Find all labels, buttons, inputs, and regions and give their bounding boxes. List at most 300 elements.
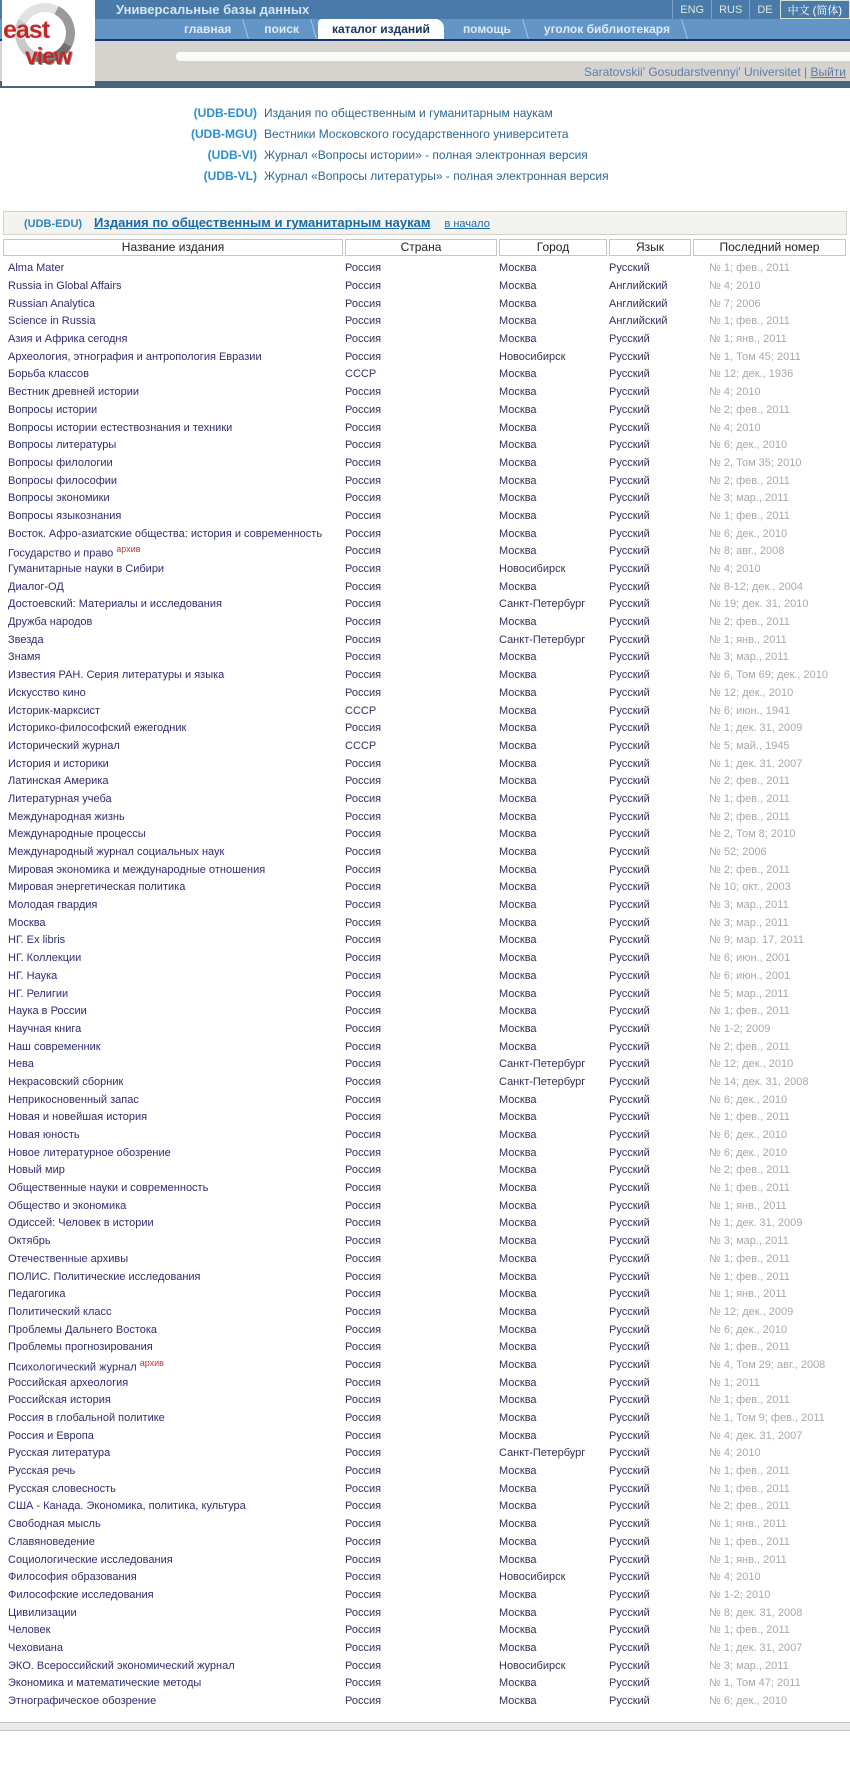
- table-row: [3, 1569, 847, 1587]
- city-cell: Москва: [499, 368, 537, 381]
- table-row: [3, 1144, 847, 1162]
- catalog-table-body: [0, 258, 850, 1710]
- journal-name-cell: [3, 1483, 343, 1496]
- country-cell: Россия: [345, 1146, 382, 1159]
- journal-link[interactable]: США - Канада. Экономика, политика, культура: [8, 1500, 246, 1513]
- table-row: [3, 773, 847, 791]
- journal-link[interactable]: Педагогика: [8, 1288, 66, 1301]
- language-option[interactable]: 中文 (简体): [780, 0, 850, 19]
- country-cell: Россия: [345, 686, 382, 699]
- journal-link[interactable]: Отечественные архивы: [8, 1252, 129, 1265]
- city-cell: Новосибирск: [499, 1571, 566, 1584]
- journal-link[interactable]: Вопросы языкознания: [8, 509, 122, 522]
- language-cell: Русский: [609, 846, 650, 859]
- city-cell: Москва: [499, 1040, 537, 1053]
- city-cell: Новосибирск: [499, 1659, 566, 1672]
- journal-name-cell: [3, 1465, 343, 1478]
- journal-link[interactable]: Исторический журнал: [8, 739, 120, 752]
- journal-link[interactable]: Новая и новейшая история: [8, 1111, 148, 1124]
- journal-name-cell: [3, 1094, 343, 1107]
- journal-name-cell: [3, 952, 343, 965]
- language-cell: Русский: [609, 1235, 650, 1248]
- journal-link[interactable]: Восток. Афро-азиатские общества: история и современность: [8, 527, 323, 540]
- country-cell: Россия: [345, 1199, 382, 1212]
- latest-issue-cell: № 4; 2010: [709, 1571, 761, 1584]
- journal-link[interactable]: Археология, этнография и антропология Евразии: [8, 350, 262, 363]
- country-cell: Россия: [345, 1252, 382, 1265]
- language-cell: Русский: [609, 757, 650, 770]
- journal-link[interactable]: Психологический журнал: [8, 1361, 137, 1374]
- journal-link[interactable]: Молодая гвардия: [8, 899, 98, 912]
- city-cell: Москва: [499, 421, 537, 434]
- journal-name-cell: [3, 722, 343, 735]
- country-cell: СССР: [345, 704, 377, 717]
- journal-name-cell: [3, 598, 343, 611]
- journal-name-cell: [3, 793, 343, 806]
- latest-issue-cell: № 4; 2010: [709, 421, 761, 434]
- nav-tab[interactable]: главная: [170, 19, 245, 39]
- journal-link[interactable]: Литературная учеба: [8, 792, 112, 805]
- language-cell: Русский: [609, 1075, 650, 1088]
- country-cell: Россия: [345, 934, 382, 947]
- table-row: [3, 1091, 847, 1109]
- country-cell: Россия: [345, 722, 382, 735]
- journal-link[interactable]: Вопросы экономики: [8, 492, 110, 505]
- city-cell: Москва: [499, 828, 537, 841]
- country-cell: Россия: [345, 792, 382, 805]
- journal-link[interactable]: Неприкосновенный запас: [8, 1093, 139, 1106]
- journal-link[interactable]: Проблемы Дальнего Востока: [8, 1323, 158, 1336]
- table-row: [3, 1233, 847, 1251]
- journal-name-cell: [3, 1660, 343, 1673]
- database-link[interactable]: [0, 166, 850, 187]
- table-row: [3, 1215, 847, 1233]
- language-cell: Русский: [609, 1022, 650, 1035]
- journal-link[interactable]: Вопросы филологии: [8, 456, 113, 469]
- journal-link[interactable]: Общество и экономика: [8, 1199, 127, 1212]
- latest-issue-cell: № 14; дек. 31, 2008: [709, 1075, 809, 1088]
- country-cell: Россия: [345, 1447, 382, 1460]
- nav-tab[interactable]: уголок библиотекаря: [530, 19, 684, 39]
- language-cell: Русский: [609, 651, 650, 664]
- country-cell: Россия: [345, 1305, 382, 1318]
- city-cell: Москва: [499, 474, 537, 487]
- journal-name-cell: [3, 1589, 343, 1602]
- language-cell: Русский: [609, 1482, 650, 1495]
- language-cell: Английский: [609, 315, 668, 328]
- country-cell: Россия: [345, 545, 382, 558]
- language-cell: Русский: [609, 350, 650, 363]
- journal-link[interactable]: НГ. Ex libris: [8, 934, 66, 947]
- latest-issue-cell: № 6; июн., 1941: [709, 704, 791, 717]
- journal-link[interactable]: Alma Mater: [8, 262, 65, 275]
- latest-issue-cell: № 3; мар., 2011: [709, 651, 789, 664]
- journal-link[interactable]: Экономика и математические методы: [8, 1677, 202, 1690]
- country-cell: Россия: [345, 456, 382, 469]
- journal-name-cell: [3, 687, 343, 700]
- city-cell: Москва: [499, 704, 537, 717]
- database-code: (UDB-VL): [203, 169, 257, 183]
- database-link[interactable]: [0, 103, 850, 124]
- city-cell: Москва: [499, 863, 537, 876]
- account-separator: |: [800, 65, 811, 79]
- latest-issue-cell: № 1; фев., 2011: [709, 1270, 790, 1283]
- journal-link[interactable]: Свободная мысль: [8, 1518, 101, 1531]
- city-cell: Москва: [499, 1677, 537, 1690]
- journal-link[interactable]: ПОЛИС. Политические исследования: [8, 1270, 201, 1283]
- language-option[interactable]: RUS: [711, 0, 749, 19]
- city-cell: Москва: [499, 792, 537, 805]
- journal-link[interactable]: История и историки: [8, 757, 109, 770]
- journal-link[interactable]: Вопросы истории естествознания и техники: [8, 421, 233, 434]
- country-cell: Россия: [345, 262, 382, 275]
- journal-link[interactable]: Новый мир: [8, 1164, 65, 1177]
- city-cell: Москва: [499, 1093, 537, 1106]
- journal-link[interactable]: Новая юность: [8, 1129, 80, 1142]
- latest-issue-cell: № 2; фев., 2011: [709, 1500, 790, 1513]
- latest-issue-cell: № 1; фев., 2011: [709, 1111, 790, 1124]
- journal-link[interactable]: Мировая экономика и международные отношения: [8, 863, 266, 876]
- logo-text-view: view: [25, 43, 71, 69]
- table-row: [3, 1463, 847, 1481]
- city-cell: Москва: [499, 527, 537, 540]
- latest-issue-cell: № 1; фев., 2011: [709, 1535, 790, 1548]
- journal-name-cell: [3, 917, 343, 930]
- journal-name-cell: [3, 262, 343, 275]
- latest-issue-cell: № 12; дек., 2009: [709, 1305, 794, 1318]
- city-cell: Москва: [499, 952, 537, 965]
- table-row: [3, 826, 847, 844]
- language-cell: Русский: [609, 1624, 650, 1637]
- country-cell: Россия: [345, 1465, 382, 1478]
- section-code: (UDB-EDU): [24, 218, 83, 230]
- language-cell: Русский: [609, 527, 650, 540]
- city-cell: Москва: [499, 492, 537, 505]
- country-cell: Россия: [345, 421, 382, 434]
- latest-issue-cell: № 2; фев., 2011: [709, 1164, 790, 1177]
- table-row: [3, 366, 847, 384]
- country-cell: Россия: [345, 1394, 382, 1407]
- journal-name-cell: [3, 1447, 343, 1460]
- journal-name-cell: [3, 1005, 343, 1018]
- journal-name-cell: [3, 1200, 343, 1213]
- journal-link[interactable]: НГ. Коллекции: [8, 952, 82, 965]
- journal-link[interactable]: Мировая энергетическая политика: [8, 881, 186, 894]
- journal-link[interactable]: Нева: [8, 1058, 34, 1071]
- journal-link[interactable]: Наш современник: [8, 1040, 101, 1053]
- city-cell: Москва: [499, 1341, 537, 1354]
- journal-name-cell: [3, 422, 343, 435]
- journal-link[interactable]: Октябрь: [8, 1235, 51, 1248]
- language-cell: Русский: [609, 1394, 650, 1407]
- eastview-logo[interactable]: [2, 0, 95, 86]
- table-row: [3, 1304, 847, 1322]
- language-cell: Русский: [609, 545, 650, 558]
- journal-link[interactable]: Философия образования: [8, 1571, 137, 1584]
- database-title: Журнал «Вопросы истории» - полная электронная версия: [264, 148, 588, 162]
- country-cell: Россия: [345, 1500, 382, 1513]
- country-cell: Россия: [345, 616, 382, 629]
- journal-link[interactable]: Вопросы литературы: [8, 439, 117, 452]
- latest-issue-cell: № 2; фев., 2011: [709, 403, 790, 416]
- latest-issue-cell: № 5; май., 1945: [709, 739, 790, 752]
- column-header: Название издания: [3, 239, 343, 256]
- journal-link[interactable]: Русская литература: [8, 1447, 111, 1460]
- country-cell: СССР: [345, 739, 377, 752]
- journal-link[interactable]: Россия и Европа: [8, 1429, 94, 1442]
- journal-link[interactable]: Международная жизнь: [8, 810, 125, 823]
- latest-issue-cell: № 1; фев., 2011: [709, 1465, 790, 1478]
- journal-link[interactable]: Некрасовский сборник: [8, 1075, 124, 1088]
- journal-link[interactable]: Дружба народов: [8, 616, 93, 629]
- latest-issue-cell: № 6; дек., 2010: [709, 527, 788, 540]
- country-cell: СССР: [345, 368, 377, 381]
- language-option[interactable]: DE: [749, 0, 779, 19]
- city-cell: Москва: [499, 1553, 537, 1566]
- table-row: [3, 402, 847, 420]
- city-cell: Москва: [499, 810, 537, 823]
- latest-issue-cell: № 6, Том 69; дек., 2010: [709, 669, 829, 682]
- language-cell: Русский: [609, 1606, 650, 1619]
- journal-link[interactable]: Russian Analytica: [8, 297, 95, 310]
- journal-link[interactable]: Известия РАН. Серия литературы и языка: [8, 669, 225, 682]
- journal-link[interactable]: Цивилизации: [8, 1606, 77, 1619]
- table-row: [3, 1410, 847, 1428]
- nav-tab[interactable]: помощь: [449, 19, 525, 39]
- journal-link[interactable]: Вопросы истории: [8, 403, 98, 416]
- country-cell: Россия: [345, 1005, 382, 1018]
- country-cell: Россия: [345, 1588, 382, 1601]
- language-cell: Русский: [609, 492, 650, 505]
- latest-issue-cell: № 1; фев., 2011: [709, 1252, 790, 1265]
- country-cell: Россия: [345, 1358, 382, 1371]
- logout-link[interactable]: Выйти: [810, 65, 846, 79]
- journal-link[interactable]: Человек: [8, 1624, 51, 1637]
- country-cell: Россия: [345, 509, 382, 522]
- page-header: [0, 0, 850, 88]
- city-cell: Москва: [499, 1005, 537, 1018]
- journal-link[interactable]: Новое литературное обозрение: [8, 1146, 171, 1159]
- section-title-link[interactable]: Издания по общественным и гуманитарным наукам: [94, 215, 431, 230]
- journal-link[interactable]: НГ. Наука: [8, 969, 58, 982]
- journal-link[interactable]: Наука в России: [8, 1005, 87, 1018]
- journal-name-cell: [3, 669, 343, 682]
- header-bottom-bar: [0, 81, 850, 88]
- journal-link[interactable]: Латинская Америка: [8, 775, 109, 788]
- journal-link[interactable]: Философские исследования: [8, 1588, 154, 1601]
- latest-issue-cell: № 6; дек., 2010: [709, 1146, 788, 1159]
- language-cell: Русский: [609, 916, 650, 929]
- table-row: [3, 791, 847, 809]
- journal-link[interactable]: Русская словесность: [8, 1482, 116, 1495]
- journal-name-cell: [3, 705, 343, 718]
- table-row: [3, 1587, 847, 1605]
- latest-issue-cell: № 4; 2010: [709, 563, 761, 576]
- city-cell: Москва: [499, 1146, 537, 1159]
- table-row: [3, 1693, 847, 1711]
- city-cell: Москва: [499, 1500, 537, 1513]
- journal-link[interactable]: Этнографическое обозрение: [8, 1695, 157, 1708]
- journal-name-cell: [3, 1341, 343, 1354]
- latest-issue-cell: № 4; 2010: [709, 386, 761, 399]
- table-row: [3, 543, 847, 561]
- language-cell: Русский: [609, 439, 650, 452]
- journal-link[interactable]: Вопросы философии: [8, 474, 118, 487]
- latest-issue-cell: № 3; мар., 2011: [709, 1235, 789, 1248]
- country-cell: Россия: [345, 775, 382, 788]
- database-code: (UDB-VI): [207, 148, 257, 162]
- nav-tab[interactable]: каталог изданий: [318, 19, 444, 39]
- country-cell: Россия: [345, 1518, 382, 1531]
- journal-name-cell: [3, 1129, 343, 1142]
- journal-link[interactable]: Российская история: [8, 1394, 111, 1407]
- table-row: [3, 1657, 847, 1675]
- latest-issue-cell: № 4, Том 29; авг., 2008: [709, 1358, 826, 1371]
- country-cell: Россия: [345, 1111, 382, 1124]
- journal-name-cell: [3, 1023, 343, 1036]
- city-cell: Москва: [499, 1606, 537, 1619]
- journal-link[interactable]: Москва: [8, 916, 46, 929]
- table-row: [3, 738, 847, 756]
- language-cell: Русский: [609, 1429, 650, 1442]
- table-row: [3, 1551, 847, 1569]
- city-cell: Москва: [499, 1305, 537, 1318]
- language-cell: Русский: [609, 403, 650, 416]
- country-cell: Россия: [345, 651, 382, 664]
- journal-link[interactable]: Историк-марксист: [8, 704, 101, 717]
- latest-issue-cell: № 1; дек. 31, 2009: [709, 722, 803, 735]
- journal-link[interactable]: Искусство кино: [8, 686, 86, 699]
- table-row: [3, 578, 847, 596]
- journal-link[interactable]: Достоевский: Материалы и исследования: [8, 598, 222, 611]
- journal-link[interactable]: Славяноведение: [8, 1535, 95, 1548]
- journal-link[interactable]: Science in Russia: [8, 315, 96, 328]
- table-row: [3, 861, 847, 879]
- language-cell: Русский: [609, 881, 650, 894]
- table-row: [3, 1109, 847, 1127]
- archive-badge[interactable]: архив: [116, 544, 141, 555]
- journal-name-cell: [3, 1217, 343, 1230]
- journal-link[interactable]: НГ. Религии: [8, 987, 69, 1000]
- country-cell: Россия: [345, 1058, 382, 1071]
- language-cell: Русский: [609, 1164, 650, 1177]
- journal-link[interactable]: Социологические исследования: [8, 1553, 173, 1566]
- table-row: [3, 985, 847, 1003]
- country-cell: Россия: [345, 527, 382, 540]
- journal-link[interactable]: Международные процессы: [8, 828, 146, 841]
- journal-link[interactable]: Историко-философский ежегодник: [8, 722, 187, 735]
- journal-link[interactable]: ЭКО. Всероссийский экономический журнал: [8, 1659, 235, 1672]
- city-cell: Москва: [499, 1358, 537, 1371]
- language-cell: Русский: [609, 421, 650, 434]
- latest-issue-cell: № 8; дек. 31, 2008: [709, 1606, 803, 1619]
- city-cell: Москва: [499, 1182, 537, 1195]
- journal-link[interactable]: Борьба классов: [8, 368, 89, 381]
- journal-name-cell: [3, 616, 343, 629]
- latest-issue-cell: № 1; янв., 2011: [709, 1518, 787, 1531]
- language-cell: Русский: [609, 863, 650, 876]
- language-cell: Русский: [609, 810, 650, 823]
- journal-link[interactable]: Проблемы прогнозирования: [8, 1341, 153, 1354]
- archive-badge[interactable]: архив: [139, 1357, 164, 1368]
- country-cell: Россия: [345, 1553, 382, 1566]
- table-row: [3, 1074, 847, 1092]
- journal-name-cell: [3, 1394, 343, 1407]
- latest-issue-cell: № 12; дек., 2010: [709, 686, 794, 699]
- latest-issue-cell: № 2; фев., 2011: [709, 1040, 790, 1053]
- journal-link[interactable]: Гуманитарные науки в Сибири: [8, 563, 165, 576]
- journal-link[interactable]: Вестник древней истории: [8, 386, 140, 399]
- language-cell: Русский: [609, 1270, 650, 1283]
- back-to-top-link[interactable]: в начало: [444, 218, 490, 230]
- city-cell: Москва: [499, 1288, 537, 1301]
- journal-link[interactable]: Знамя: [8, 651, 41, 664]
- journal-link[interactable]: Научная книга: [8, 1022, 82, 1035]
- table-row: [3, 348, 847, 366]
- journal-link[interactable]: Звезда: [8, 633, 44, 646]
- language-cell: Русский: [609, 828, 650, 841]
- latest-issue-cell: № 2, Том 8; 2010: [709, 828, 796, 841]
- journal-link[interactable]: Чеховиана: [8, 1641, 63, 1654]
- journal-link[interactable]: Диалог-ОД: [8, 580, 64, 593]
- table-row: [3, 1516, 847, 1534]
- journal-name-cell: [3, 740, 343, 753]
- city-cell: Санкт-Петербург: [499, 1058, 586, 1071]
- country-cell: Россия: [345, 881, 382, 894]
- city-cell: Санкт-Петербург: [499, 1447, 586, 1460]
- journal-name-cell: [3, 775, 343, 788]
- journal-link[interactable]: Русская речь: [8, 1465, 76, 1478]
- language-cell: Русский: [609, 456, 650, 469]
- latest-issue-cell: № 1; 2011: [709, 1376, 760, 1389]
- language-cell: Русский: [609, 1588, 650, 1601]
- country-cell: Россия: [345, 669, 382, 682]
- country-cell: Россия: [345, 1482, 382, 1495]
- journal-link[interactable]: Общественные науки и современность: [8, 1182, 209, 1195]
- database-link[interactable]: [0, 124, 850, 145]
- database-link[interactable]: [0, 145, 850, 166]
- latest-issue-cell: № 12; дек., 2010: [709, 1058, 794, 1071]
- journal-link[interactable]: Одиссей: Человек в истории: [8, 1217, 154, 1230]
- journal-name-cell: [3, 1695, 343, 1708]
- journal-link[interactable]: Российская археология: [8, 1376, 129, 1389]
- latest-issue-cell: № 6; июн., 2001: [709, 969, 791, 982]
- city-cell: Москва: [499, 1129, 537, 1142]
- language-option[interactable]: ENG: [672, 0, 711, 19]
- journal-name-cell: [3, 1554, 343, 1567]
- journal-name-cell: [3, 758, 343, 771]
- journal-link[interactable]: Russia in Global Affairs: [8, 280, 122, 293]
- section-header: [3, 211, 847, 235]
- journal-link[interactable]: Политический класс: [8, 1305, 112, 1318]
- journal-link[interactable]: Россия в глобальной политике: [8, 1412, 165, 1425]
- database-title: Издания по общественным и гуманитарным наукам: [264, 106, 553, 120]
- table-row: [3, 313, 847, 331]
- city-cell: Москва: [499, 881, 537, 894]
- nav-tab[interactable]: поиск: [250, 19, 313, 39]
- table-row: [3, 295, 847, 313]
- journal-link[interactable]: Азия и Африка сегодня: [8, 333, 128, 346]
- city-cell: Москва: [499, 934, 537, 947]
- country-cell: Россия: [345, 1606, 382, 1619]
- journal-link[interactable]: Государство и право: [8, 547, 114, 560]
- journal-link[interactable]: Международный журнал социальных наук: [8, 846, 225, 859]
- table-row: [3, 1480, 847, 1498]
- table-row: [3, 667, 847, 685]
- latest-issue-cell: № 4; дек. 31, 2007: [709, 1429, 803, 1442]
- latest-issue-cell: № 6; дек., 2010: [709, 439, 788, 452]
- country-cell: Россия: [345, 1235, 382, 1248]
